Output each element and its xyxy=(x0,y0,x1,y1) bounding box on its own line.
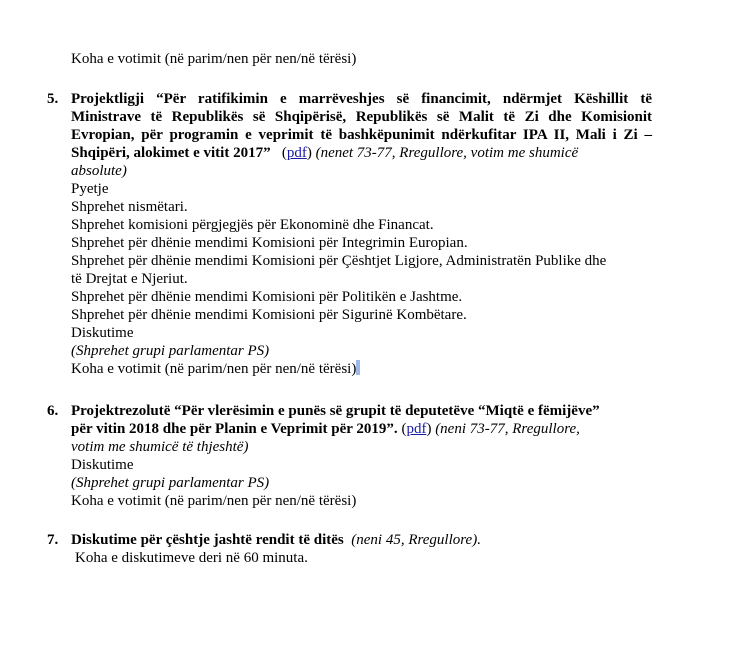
item-5-title-end: Shqipëri, alokimet e vitit 2017” xyxy=(71,145,271,161)
text-cursor xyxy=(356,360,360,375)
item-6-title-line-1: Projektrezolutë “Për vlerësimin e punës së grupit të deputetëve “Miqtë e fëmijëve” xyxy=(71,403,600,419)
item-7-title: Diskutime për çështje jashtë rendit të ditës xyxy=(71,532,344,548)
item-5-number: 5. xyxy=(47,91,59,107)
item-7-number: 7. xyxy=(47,532,59,548)
item-5-voting-time-text: Koha e votimit (në parim/nen për nen/në tërësi xyxy=(71,361,352,377)
item-5-line-initiator: Shprehet nismëtari. xyxy=(71,199,188,215)
item-6-number: 6. xyxy=(47,403,59,419)
item-5-line-legal-committee: Shprehet për dhënie mendimi Komisioni për Çështjet Ligjore, Administratën Publike dhe xyxy=(71,253,607,269)
item-5-line-economy-committee: Shprehet komisioni përgjegjës për Ekonominë dhe Financat. xyxy=(71,217,434,233)
item-7-reference: (neni 45, Rregullore). xyxy=(351,532,481,548)
item-6-parliamentary-group: (Shprehet grupi parlamentar PS) xyxy=(71,475,270,491)
item-5-line-foreign-committee: Shprehet për dhënie mendimi Komisioni për Politikën e Jashtme. xyxy=(71,289,463,305)
item-5-reference: (nenet 73-77, Rregullore, votim me shumicë xyxy=(315,145,579,161)
item-5-line-questions: Pyetje xyxy=(71,181,109,197)
item-5-title-line-2: Ministrave të Republikës së Shqipërisë, Republikës së Malit të Zi dhe Komisionit xyxy=(71,109,652,125)
item-6-title-line-2: për vitin 2018 dhe për Planin e Veprimit për 2019”. (pdf) (neni 73-77, Rregullore, xyxy=(71,421,580,437)
item-5-title-line-1: Projektligji “Për ratifikimin e marrëveshjes së financimit, ndërmjet Këshillit të xyxy=(71,91,652,107)
item-5-line-legal-committee-cont: të Drejtat e Njeriut. xyxy=(71,271,188,287)
item-5-parliamentary-group: (Shprehet grupi parlamentar PS) xyxy=(71,343,270,359)
item-6-discussion: Diskutime xyxy=(71,457,134,473)
item-5-voting-time: Koha e votimit (në parim/nen për nen/në tërësi) xyxy=(71,360,360,378)
voting-time-previous: Koha e votimit (në parim/nen për nen/në tërësi) xyxy=(71,51,357,67)
item-5-line-integration-committee: Shprehet për dhënie mendimi Komisioni për Integrimin Europian. xyxy=(71,235,468,251)
item-6-reference-end: votim me shumicë të thjeshtë) xyxy=(71,439,249,455)
item-6-voting-time: Koha e votimit (në parim/nen për nen/në tërësi) xyxy=(71,493,357,509)
item-6-reference: (neni 73-77, Rregullore, xyxy=(435,421,580,437)
item-5-line-security-committee: Shprehet për dhënie mendimi Komisioni për Sigurinë Kombëtare. xyxy=(71,307,467,323)
item-5-pdf-link[interactable]: pdf xyxy=(286,145,307,161)
item-5-title-line-3: Evropian, për programin e veprimit të bashkëpunimit ndërkufitar IPA II, Mali i Zi – xyxy=(71,127,652,143)
item-5-title-line-4: Shqipëri, alokimet e vitit 2017” (pdf) (nenet 73-77, Rregullore, votim me shumicë xyxy=(71,145,579,161)
item-7-title-line xyxy=(71,531,481,549)
item-7-duration: Koha e diskutimeve deri në 60 minuta. xyxy=(75,550,308,566)
item-5-reference-end: absolute) xyxy=(71,163,127,179)
item-6-pdf-link[interactable]: pdf xyxy=(406,421,427,437)
item-6-title-end: për vitin 2018 dhe për Planin e Veprimit për 2019”. xyxy=(71,421,398,437)
item-5-line-discussion: Diskutime xyxy=(71,325,134,341)
